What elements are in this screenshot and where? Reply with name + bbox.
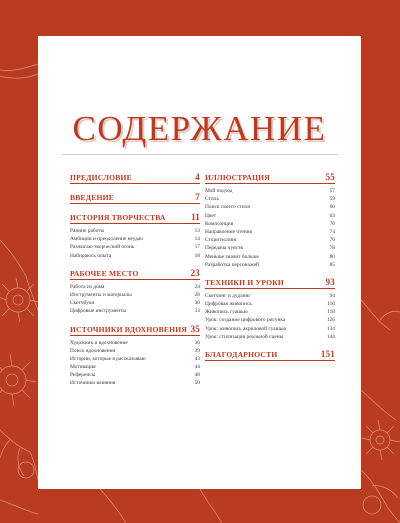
entry-label: Референсы (70, 372, 96, 379)
toc-entry[interactable] (205, 333, 335, 341)
entry-label: Меньше значит больше (205, 253, 259, 260)
section-title: ВВЕДЕНИЕ (70, 193, 114, 202)
section-heading[interactable] (70, 268, 200, 280)
entry-page-number: 76 (329, 237, 335, 244)
entry-page-number: 43 (194, 355, 200, 362)
section-heading[interactable] (70, 172, 200, 184)
toc-entry[interactable] (70, 363, 200, 371)
toc-entry[interactable] (205, 203, 335, 211)
entry-page-number: 134 (326, 325, 335, 332)
entry-page-number: 14 (194, 236, 200, 243)
entry-label: Урок: живопись акриловой гуашью (205, 325, 287, 332)
toc-section (70, 192, 200, 204)
entry-label: Живопись гуашью (205, 309, 248, 316)
toc-section (205, 172, 335, 269)
entry-page-number: 18 (194, 252, 200, 259)
toc-entry[interactable] (205, 308, 335, 316)
entry-page-number: 13 (194, 228, 200, 234)
section-page-number: 93 (325, 276, 335, 287)
entry-label: Работа из дома (70, 283, 105, 290)
entry-page-number: 144 (326, 333, 335, 340)
entry-page-number: 126 (326, 317, 335, 324)
toc-entry[interactable] (70, 227, 200, 235)
entry-label: Передача чувств (205, 245, 243, 252)
entry-label: Скетчбуки (70, 300, 95, 307)
toc-entry[interactable] (205, 212, 335, 220)
entry-label: Стиль (205, 196, 219, 203)
entry-page-number: 94 (329, 292, 335, 299)
toc-entry[interactable] (70, 235, 200, 243)
entry-page-number: 110 (327, 301, 335, 308)
section-page-number: 55 (325, 172, 335, 182)
toc-entry[interactable] (70, 379, 200, 387)
toc-entry[interactable] (205, 292, 335, 300)
section-heading[interactable] (205, 349, 335, 361)
toc-section (70, 172, 200, 184)
toc-section (70, 212, 200, 260)
section-title: ИСТОЧНИКИ ВДОХНОВЕНИЯ (70, 324, 188, 334)
section-page-number: 35 (190, 323, 200, 334)
entry-label: Инструменты и материалы (70, 291, 132, 298)
toc-entry[interactable] (70, 347, 200, 355)
entry-label: Цифровая живопись (205, 301, 252, 308)
toc-section (70, 324, 200, 388)
toc-entry[interactable] (205, 244, 335, 252)
section-page-number: 7 (195, 192, 200, 202)
toc-entry[interactable] (205, 220, 335, 228)
section-heading[interactable] (205, 277, 335, 289)
entry-label: Урок: стилизация реальной сцены (205, 333, 284, 340)
toc-section (205, 349, 335, 361)
toc-entry[interactable] (205, 261, 335, 269)
section-page-number: 11 (191, 212, 200, 222)
entry-page-number: 63 (329, 212, 335, 219)
entry-label: Художник и вдохновение (70, 339, 128, 346)
entry-label: Направление чтения (205, 228, 252, 235)
toc-entry[interactable] (70, 243, 200, 251)
section-title: РАБОЧЕЕ МЕСТО (70, 268, 139, 278)
entry-page-number: 60 (329, 204, 335, 211)
entry-page-number: 50 (194, 380, 200, 387)
toc-entry[interactable] (70, 252, 200, 260)
entry-label: Поиск своего стиля (205, 204, 250, 211)
toc-entry[interactable] (70, 299, 200, 307)
entry-label: Разработка персонажей (205, 261, 259, 268)
section-page-number: 23 (190, 267, 200, 278)
entry-label: Урок: создание цифрового рисунка (205, 317, 286, 324)
toc-section (205, 277, 335, 341)
entry-page-number: 57 (329, 188, 335, 194)
entry-page-number: 74 (329, 228, 335, 235)
entry-label: Источники влияния (70, 380, 116, 387)
toc-entry[interactable] (205, 228, 335, 236)
entry-label: Ранние работы (70, 228, 105, 234)
entry-page-number: 17 (194, 244, 200, 251)
toc-entry[interactable] (205, 325, 335, 333)
section-page-number: 151 (320, 349, 335, 359)
entry-page-number: 59 (329, 196, 335, 203)
entry-page-number: 85 (329, 261, 335, 268)
entry-page-number: 36 (194, 339, 200, 346)
entry-label: Сторителлинг (205, 237, 238, 244)
entry-label: Истории, которые я рассказываю (70, 355, 146, 362)
entry-label: Мой подход (205, 188, 233, 194)
entry-page-number: 118 (327, 309, 335, 316)
entry-label: Цифровые инструменты (70, 308, 127, 315)
toc-entry[interactable] (205, 187, 335, 195)
entry-page-number: 80 (329, 253, 335, 260)
section-heading[interactable] (205, 172, 335, 184)
toc-entry[interactable] (205, 300, 335, 308)
entry-label: Поиск вдохновения (70, 347, 115, 354)
section-title: ИЛЛЮСТРАЦИЯ (205, 173, 270, 182)
section-heading[interactable] (70, 212, 200, 224)
section-heading[interactable] (70, 324, 200, 336)
entry-page-number: 48 (194, 372, 200, 379)
toc-entry[interactable] (205, 316, 335, 324)
entry-label: Цвет (205, 212, 217, 219)
entry-page-number: 24 (194, 283, 200, 290)
entry-label: Набираюсь опыта (70, 252, 112, 259)
contents-page (38, 36, 361, 489)
toc-entry[interactable] (205, 195, 335, 203)
section-title: БЛАГОДАРНОСТИ (205, 350, 278, 359)
entry-page-number: 44 (194, 364, 200, 371)
entry-page-number: 39 (194, 347, 200, 354)
toc-left-column (70, 172, 200, 396)
toc-entry[interactable] (70, 339, 200, 347)
toc-entry[interactable] (205, 253, 335, 261)
toc-section (70, 268, 200, 316)
section-heading[interactable] (70, 192, 200, 204)
toc-entry[interactable] (70, 283, 200, 291)
page-title: СОДЕРЖАНИЕ (72, 109, 327, 148)
entry-label: Скетчинг и дудлинг (205, 292, 251, 299)
toc-entry[interactable] (70, 371, 200, 379)
entry-page-number: 28 (194, 291, 200, 298)
section-page-number: 4 (195, 172, 200, 182)
entry-label: Амбиции и преодоление неудач (70, 236, 143, 243)
section-title: ТЕХНИКИ И УРОКИ (205, 277, 285, 287)
toc-entry[interactable] (205, 236, 335, 244)
entry-page-number: 33 (194, 308, 200, 315)
section-title: ПРЕДИСЛОВИЕ (70, 173, 132, 182)
section-title: ИСТОРИЯ ТВОРЧЕСТВА (70, 213, 166, 222)
entry-label: Разжигаю творческий огонь (70, 244, 135, 251)
toc-entry[interactable] (70, 355, 200, 363)
entry-label: Композиция (205, 220, 234, 227)
toc-right-column (205, 172, 335, 369)
toc-entry[interactable] (70, 291, 200, 299)
title-divider (62, 154, 338, 155)
entry-page-number: 30 (194, 300, 200, 307)
entry-page-number: 78 (329, 245, 335, 252)
entry-label: Мотивация (70, 364, 96, 371)
toc-entry[interactable] (70, 307, 200, 315)
entry-page-number: 70 (329, 220, 335, 227)
